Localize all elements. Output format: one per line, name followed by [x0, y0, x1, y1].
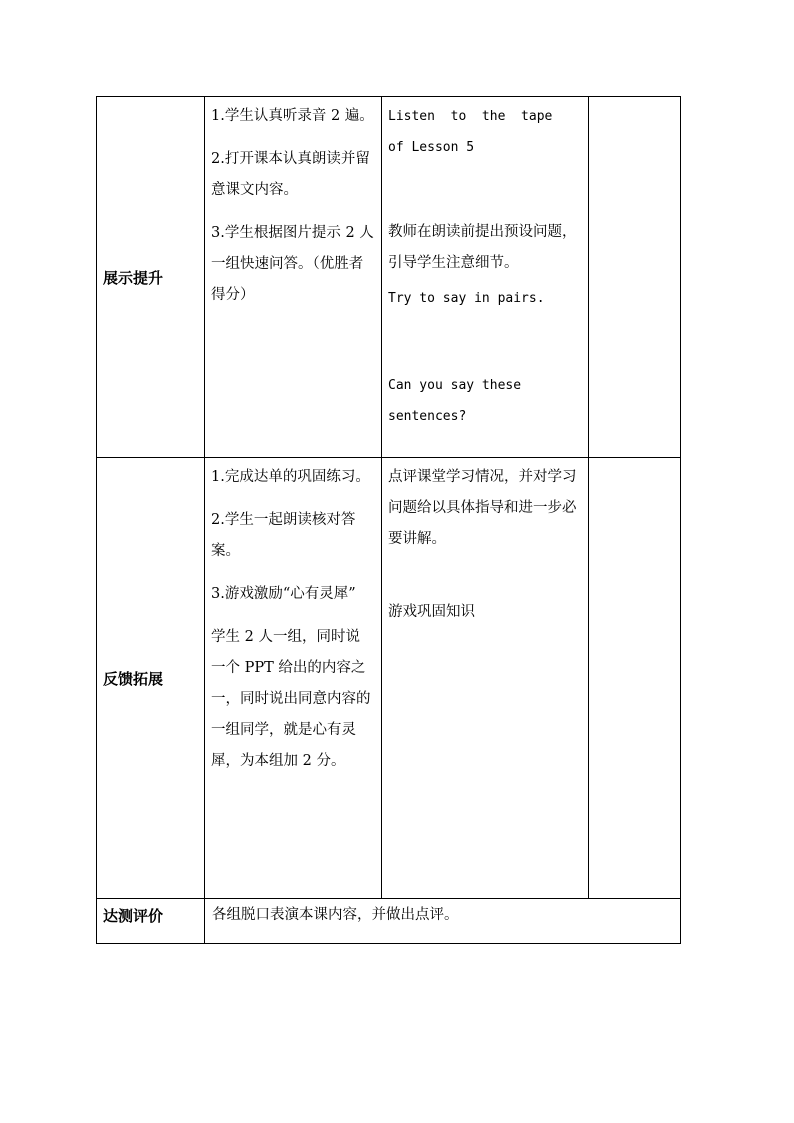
- evaluation-text: 各组脱口表演本课内容，并做出点评。: [212, 907, 459, 923]
- activity-item: 3.学生根据图片提示 2 人一组快速问答。（优胜者得分）: [211, 225, 374, 303]
- teacher-activity-cell: [382, 458, 589, 899]
- activity-item: 1.学生认真听录音 2 遍。: [211, 108, 374, 124]
- notes-cell: [589, 458, 681, 899]
- teacher-item: Can you say these sentences?: [388, 378, 522, 424]
- activity-item: 1.完成达单的巩固练习。: [211, 469, 370, 485]
- table-row: [97, 458, 681, 899]
- teacher-activity-cell: [382, 97, 589, 458]
- activity-item: 3.游戏激励“心有灵犀”: [211, 586, 356, 602]
- row-heading: 展示提升: [97, 97, 205, 458]
- row-heading: 达测评价: [97, 899, 205, 944]
- activity-item: 2.打开课本认真朗读并留意课文内容。: [211, 151, 370, 198]
- teacher-item: Listen to the tape of Lesson 5: [388, 109, 569, 155]
- student-activity-cell: [205, 458, 382, 899]
- notes-cell: [589, 97, 681, 458]
- row-heading: 反馈拓展: [97, 458, 205, 899]
- table-row: [97, 899, 681, 944]
- table-row: [97, 97, 681, 458]
- activity-item: 学生 2 人一组，同时说一个 PPT 给出的内容之一，同时说出同意内容的一组同学，就是心有灵犀，为本组加 2 分。: [211, 629, 371, 769]
- teacher-item: 点评课堂学习情况，并对学习问题给以具体指导和进一步必要讲解。: [388, 469, 577, 547]
- student-activity-cell: [205, 97, 382, 458]
- activity-item: 2.学生一起朗读核对答案。: [211, 512, 356, 559]
- teacher-item: Try to say in pairs.: [388, 291, 545, 306]
- evaluation-cell: [205, 899, 681, 944]
- teacher-item: 教师在朗读前提出预设问题，引导学生注意细节。: [388, 224, 577, 271]
- teacher-item: 游戏巩固知识: [388, 604, 475, 620]
- lesson-plan-table: [96, 96, 681, 944]
